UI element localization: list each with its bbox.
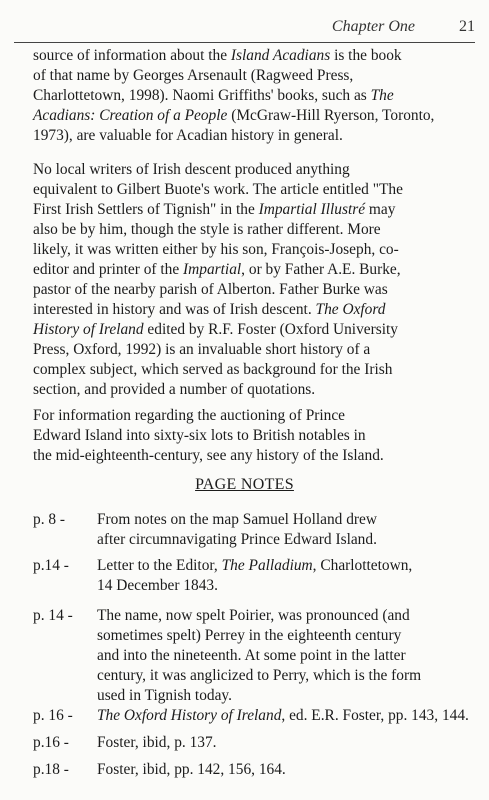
chapter-title: Chapter One (331, 18, 415, 35)
text-run: pastor of the nearby parish of Alberton. Father Burke was (33, 281, 388, 298)
text-line (97, 733, 477, 753)
text-run: Press, Oxford, 1992) is an invaluable short history of a (33, 341, 371, 358)
text-run: is the book (330, 47, 402, 64)
text-run: interested in history and was of Irish descent. (33, 301, 316, 318)
note-text (97, 510, 477, 550)
text-line (33, 106, 477, 126)
note-reference: p.14 - (33, 557, 69, 574)
note-reference: p.16 - (33, 734, 69, 751)
text-line (97, 760, 477, 780)
text-line (97, 576, 477, 596)
text-line (33, 426, 477, 446)
text-run: Foster, ibid, pp. 142, 156, 164. (97, 761, 286, 778)
italic-title: Impartial Illustré (258, 201, 366, 218)
note-text (97, 733, 477, 753)
page-header (0, 0, 489, 44)
note-text (97, 706, 477, 726)
text-line (33, 260, 477, 280)
text-run: , ed. E.R. Foster, pp. 143, 144. (281, 707, 469, 724)
note-text (97, 556, 477, 596)
text-line (33, 220, 477, 240)
text-run: sometimes spelt) Perrey in the eighteenth century (97, 627, 402, 644)
text-run: likely, it was written either by his son, François-Joseph, co- (33, 241, 399, 258)
text-run: editor and printer of the (33, 261, 184, 278)
text-run: 14 December 1843. (97, 577, 218, 594)
text-run: The name, now spelt Poirier, was pronounced (and (97, 607, 410, 624)
text-run: edited by R.F. Foster (Oxford University (143, 321, 398, 338)
text-run: For information regarding the auctioning of Prince (33, 407, 346, 424)
text-line (97, 510, 477, 530)
italic-title: History of Ireland (33, 321, 144, 338)
text-line (97, 666, 477, 686)
italic-title: The (370, 87, 394, 104)
text-line (33, 200, 477, 220)
text-line (97, 606, 477, 626)
page-number: 21 (459, 18, 475, 35)
italic-title: The Palladium (221, 557, 313, 574)
text-line (33, 320, 477, 340)
text-run: the mid-eighteenth-century, see any history of the Island. (33, 447, 384, 464)
text-run: equivalent to Gilbert Buote's work. The article entitled "The (33, 181, 403, 198)
text-line (33, 240, 477, 260)
header-rule (14, 42, 475, 43)
text-line (33, 180, 477, 200)
text-run: , or by Father A.E. Burke, (241, 261, 401, 278)
text-run: Letter to the Editor, (97, 557, 222, 574)
italic-title: Island Acadians (230, 47, 331, 64)
note-reference: p. 8 - (33, 511, 66, 528)
text-run: century, it was anglicized to Perry, which is the form (97, 667, 422, 684)
note-text (97, 606, 477, 706)
text-run: Foster, ibid, p. 137. (97, 734, 217, 751)
italic-title: Acadians: Creation of a People (33, 107, 228, 124)
text-run: 1973), are valuable for Acadian history in general. (33, 127, 343, 144)
italic-title: Impartial (183, 261, 242, 278)
text-run: No local writers of Irish descent produced anything (33, 161, 350, 178)
note-reference: p. 16 - (33, 707, 73, 724)
page-notes-heading: PAGE NOTES (195, 476, 294, 493)
text-run: of that name by Georges Arsenault (Ragweed Press, (33, 67, 354, 84)
note-reference: p. 14 - (33, 607, 73, 624)
text-line (33, 340, 477, 360)
italic-title: The Oxford History of Ireland (97, 707, 282, 724)
text-line (97, 686, 477, 706)
text-line (97, 556, 477, 576)
paragraph-irish-writers (33, 160, 477, 400)
text-run: section, and provided a number of quotations. (33, 381, 316, 398)
text-line (33, 126, 477, 146)
text-run: may (365, 201, 396, 218)
text-run: , Charlottetown, (312, 557, 413, 574)
text-line (97, 706, 477, 726)
text-line (33, 300, 477, 320)
text-line (97, 646, 477, 666)
text-line (33, 86, 477, 106)
text-line (33, 46, 477, 66)
text-line (33, 360, 477, 380)
text-line (97, 530, 477, 550)
paragraph-island-acadians (33, 46, 477, 146)
text-line (33, 380, 477, 400)
text-line (33, 66, 477, 86)
text-line (33, 446, 477, 466)
text-run: and into the nineteenth. At some point in the latter (97, 647, 406, 664)
text-line (97, 626, 477, 646)
text-run: after circumnavigating Prince Edward Island. (97, 531, 377, 548)
text-line (33, 160, 477, 180)
text-run: Charlottetown, 1998). Naomi Griffiths' books, such as (33, 87, 371, 104)
paragraph-auction (33, 406, 477, 466)
text-run: Edward Island into sixty-six lots to British notables in (33, 427, 366, 444)
text-run: First Irish Settlers of Tignish" in the (33, 201, 259, 218)
text-run: (McGraw-Hill Ryerson, Toronto, (227, 107, 435, 124)
text-line (33, 406, 477, 426)
text-run: also be by him, though the style is rather different. More (33, 221, 381, 238)
text-run: source of information about the (33, 47, 231, 64)
note-text (97, 760, 477, 780)
text-run: From notes on the map Samuel Holland drew (97, 511, 377, 528)
note-reference: p.18 - (33, 761, 69, 778)
text-run: used in Tignish today. (97, 687, 232, 704)
italic-title: The Oxford (315, 301, 386, 318)
text-line (33, 280, 477, 300)
text-run: complex subject, which served as background for the Irish (33, 361, 393, 378)
